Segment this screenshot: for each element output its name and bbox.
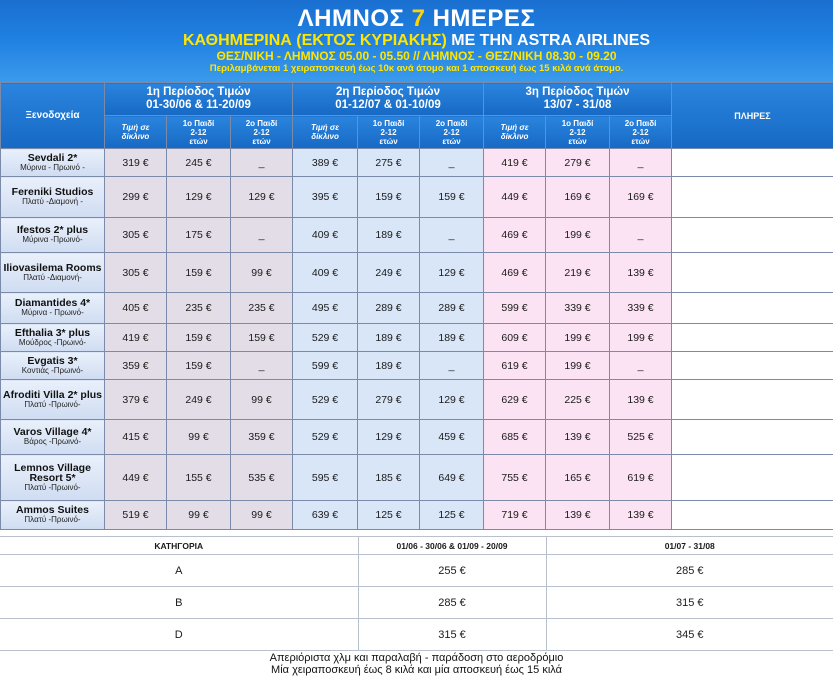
price-cell: _ [420, 149, 484, 177]
hotel-name: Iliovasilema Rooms [3, 261, 102, 274]
price-cell: 379 € [105, 380, 167, 420]
child2-header-l1: 2ο Παιδί [435, 118, 468, 128]
hotel-name: Evgatis 3* [27, 354, 78, 367]
price-cell: 359 € [105, 352, 167, 380]
hotel-name: Fereniki Studios [11, 186, 94, 198]
child2-header-l3: ετών [252, 136, 271, 146]
hotel-row [1, 501, 833, 530]
price-cell: 319 € [105, 149, 167, 177]
double-room-header [293, 116, 358, 149]
price-cell: 599 € [484, 293, 546, 324]
hotel-cell [1, 324, 105, 352]
price-cell: 159 € [358, 177, 420, 218]
hotel-cell [1, 455, 105, 501]
category-table [0, 536, 833, 651]
hotel-name: Efthalia 3* plus [14, 326, 91, 339]
price-cell: 189 € [358, 352, 420, 380]
child1-header-l1: 1ο Παιδί [372, 118, 405, 128]
hotel-row [1, 293, 833, 324]
title-days-number: 7 [411, 5, 426, 32]
price-cell: 129 € [420, 253, 484, 293]
hotel-location-board: Πλατύ -Διαμονή - [22, 197, 83, 206]
price-cell: 199 € [610, 324, 672, 352]
price-cell: 649 € [420, 455, 484, 501]
double-room-header-l1: Τιμή σε [310, 123, 340, 132]
hotel-name: Diamantides 4* [14, 297, 91, 309]
price-cell: 159 € [231, 324, 293, 352]
price-cell: 339 € [546, 293, 610, 324]
price-cell: 599 € [293, 352, 358, 380]
hotel-cell [1, 149, 105, 177]
child2-header [231, 116, 293, 149]
price-cell: 519 € [105, 501, 167, 530]
price-cell: 619 € [610, 455, 672, 501]
hotel-cell [1, 177, 105, 218]
hotel-name: Lemnos Village Resort 5* [14, 461, 91, 484]
category-label: B [0, 587, 358, 619]
price-cell: 755 € [484, 455, 546, 501]
category-period-b-header: 01/07 - 31/08 [546, 537, 833, 555]
price-cell: 305 € [105, 218, 167, 253]
plies-cell [672, 455, 833, 501]
price-cell: _ [231, 352, 293, 380]
double-room-header-l2: δίκλινο [121, 132, 150, 141]
hotel-row [1, 380, 833, 420]
footer-line-2: Μία χειραποσκευή έως 8 κιλά και μία αποσκευή έως 15 κιλά [271, 664, 562, 676]
flight-times: ΘΕΣ/ΝΙΚΗ - ΛΗΜΝΟΣ 05.00 - 05.50 // ΛΗΜΝΟΣ - ΘΕΣ/ΝΙΚΗ 08.30 - 09.20 [216, 49, 617, 63]
child2-header-l2: 2-12 [632, 127, 649, 137]
price-table [0, 82, 833, 530]
price-cell: 125 € [358, 501, 420, 530]
price-cell: 139 € [546, 501, 610, 530]
child1-header [546, 116, 610, 149]
period-2-header [293, 83, 484, 116]
price-cell: 159 € [167, 253, 231, 293]
title-days-word: ΗΜΕΡΕΣ [432, 5, 536, 32]
page-header [0, 0, 833, 82]
double-room-header [105, 116, 167, 149]
price-cell: 415 € [105, 420, 167, 455]
price-cell: 99 € [167, 501, 231, 530]
child2-header-l2: 2-12 [443, 127, 460, 137]
hotel-name: Varos Village 4* [13, 426, 92, 438]
price-cell: 495 € [293, 293, 358, 324]
hotel-location-board: Βάρος -Πρωινό- [23, 437, 82, 446]
price-cell: 529 € [293, 380, 358, 420]
price-cell: 99 € [231, 380, 293, 420]
price-cell: 139 € [546, 420, 610, 455]
hotel-location-board: Μύρινα - Πρωινό- [21, 308, 84, 317]
price-cell: 449 € [105, 455, 167, 501]
page-subtitle [0, 32, 833, 50]
price-cell: 459 € [420, 420, 484, 455]
price-cell: 299 € [105, 177, 167, 218]
hotel-name: Ammos Suites [16, 504, 89, 516]
child1-header [358, 116, 420, 149]
price-cell: 159 € [167, 324, 231, 352]
hotel-row [1, 420, 833, 455]
hotel-cell [1, 501, 105, 530]
hotel-row [1, 324, 833, 352]
hotel-row [1, 218, 833, 253]
price-cell: 339 € [610, 293, 672, 324]
child2-header [610, 116, 672, 149]
double-room-header [484, 116, 546, 149]
child2-header-l1: 2ο Παιδί [624, 118, 657, 128]
price-cell: _ [420, 218, 484, 253]
child2-header-l3: ετών [631, 136, 650, 146]
price-cell: 529 € [293, 324, 358, 352]
price-cell: 639 € [293, 501, 358, 530]
price-cell: 249 € [358, 253, 420, 293]
price-cell: _ [420, 352, 484, 380]
hotel-location-board: Μύρινα - Πρωινό - [20, 162, 85, 172]
price-cell: 719 € [484, 501, 546, 530]
hotel-cell [1, 218, 105, 253]
hotel-column-header: Ξενοδοχεία [1, 83, 105, 149]
hotel-name: Afroditi Villa 2* plus [3, 388, 102, 401]
category-label: D [0, 619, 358, 651]
period-3-name: 3η Περίοδος Τιμών [525, 86, 630, 98]
price-cell: _ [231, 149, 293, 177]
price-cell: 175 € [167, 218, 231, 253]
plies-cell [672, 420, 833, 455]
period-2-dates: 01-12/07 & 01-10/09 [335, 99, 441, 111]
price-cell: 395 € [293, 177, 358, 218]
price-cell: 189 € [420, 324, 484, 352]
price-cell: 129 € [358, 420, 420, 455]
plies-cell [672, 324, 833, 352]
price-cell: 469 € [484, 253, 546, 293]
plies-column-header: ΠΛΗΡΕΣ [672, 83, 833, 149]
period-2-name: 2η Περίοδος Τιμών [335, 86, 441, 98]
child1-header-l3: ετών [379, 136, 398, 146]
price-cell: 419 € [484, 149, 546, 177]
hotel-location-board: Μούδρος -Πρωινό- [18, 337, 87, 347]
price-cell: 419 € [105, 324, 167, 352]
category-price-b: 285 € [546, 555, 833, 587]
price-cell: 165 € [546, 455, 610, 501]
price-cell: 235 € [167, 293, 231, 324]
subtitle-airline: ΜΕ ΤΗΝ ASTRA AIRLINES [451, 32, 651, 49]
title-destination: ΛΗΜΝΟΣ [297, 5, 405, 32]
plies-cell [672, 380, 833, 420]
double-room-header-l2: δίκλινο [311, 132, 339, 141]
period-3-dates: 13/07 - 31/08 [543, 99, 612, 111]
price-cell: _ [231, 218, 293, 253]
price-cell: 289 € [358, 293, 420, 324]
price-cell: 139 € [610, 380, 672, 420]
price-cell: 199 € [546, 324, 610, 352]
price-cell: _ [610, 352, 672, 380]
category-price-b: 315 € [546, 587, 833, 619]
price-cell: 535 € [231, 455, 293, 501]
plies-cell [672, 501, 833, 530]
category-header: ΚΑΤΗΓΟΡΙΑ [0, 537, 358, 555]
category-row [0, 619, 833, 651]
child1-header-l2: 2-12 [380, 127, 397, 137]
price-cell: 99 € [231, 501, 293, 530]
price-cell: 139 € [610, 253, 672, 293]
price-cell: 159 € [167, 352, 231, 380]
price-cell: 189 € [358, 324, 420, 352]
price-cell: 405 € [105, 293, 167, 324]
price-cell: 99 € [167, 420, 231, 455]
price-cell: 529 € [293, 420, 358, 455]
hotel-row [1, 455, 833, 501]
price-cell: 159 € [420, 177, 484, 218]
price-cell: 219 € [546, 253, 610, 293]
period-1-header [105, 83, 293, 116]
hotel-cell [1, 253, 105, 293]
price-cell: 139 € [610, 501, 672, 530]
price-cell: 685 € [484, 420, 546, 455]
hotel-cell [1, 352, 105, 380]
price-cell: 359 € [231, 420, 293, 455]
price-cell: 595 € [293, 455, 358, 501]
child1-header-l1: 1ο Παιδί [182, 118, 215, 128]
price-cell: 449 € [484, 177, 546, 218]
price-cell: 525 € [610, 420, 672, 455]
plies-cell [672, 149, 833, 177]
child2-header [420, 116, 484, 149]
hotel-location-board: Πλατύ -Πρωινό- [24, 515, 81, 524]
price-cell: 99 € [231, 253, 293, 293]
hotel-row [1, 177, 833, 218]
child1-header [167, 116, 231, 149]
price-cell: 169 € [546, 177, 610, 218]
price-cell: 245 € [167, 149, 231, 177]
price-cell: 235 € [231, 293, 293, 324]
price-cell: 129 € [420, 380, 484, 420]
page-footer [0, 652, 833, 681]
category-price-b: 345 € [546, 619, 833, 651]
price-cell: 129 € [167, 177, 231, 218]
hotel-cell [1, 420, 105, 455]
price-cell: 129 € [231, 177, 293, 218]
child1-header-l2: 2-12 [190, 127, 207, 137]
hotel-location-board: Πλατύ -Διαμονή- [23, 272, 82, 282]
price-cell: 279 € [358, 380, 420, 420]
category-label: A [0, 555, 358, 587]
double-room-header-l1: Τιμή σε [121, 123, 150, 132]
plies-cell [672, 352, 833, 380]
period-3-header [484, 83, 672, 116]
price-cell: _ [610, 218, 672, 253]
hotel-row [1, 253, 833, 293]
plies-cell [672, 218, 833, 253]
child2-header-l2: 2-12 [253, 127, 270, 137]
category-price-a: 285 € [358, 587, 546, 619]
hotel-row [1, 149, 833, 177]
price-cell: 389 € [293, 149, 358, 177]
hotel-row [1, 352, 833, 380]
category-period-a-header: 01/06 - 30/06 & 01/09 - 20/09 [358, 537, 546, 555]
plies-cell [672, 177, 833, 218]
double-room-header-l1: Τιμή σε [500, 123, 529, 132]
category-row [0, 555, 833, 587]
price-cell: 199 € [546, 352, 610, 380]
period-1-dates: 01-30/06 & 11-20/09 [146, 99, 251, 111]
child1-header-l3: ετών [189, 136, 208, 146]
price-cell: 125 € [420, 501, 484, 530]
hotel-cell [1, 293, 105, 324]
category-header-row [0, 537, 833, 555]
category-price-a: 255 € [358, 555, 546, 587]
price-cell: 169 € [610, 177, 672, 218]
price-cell: 249 € [167, 380, 231, 420]
price-cell: 155 € [167, 455, 231, 501]
subtitle-schedule: ΚΑΘΗΜΕΡΙΝΑ (ΕΚΤΟΣ ΚΥΡΙΑΚΗΣ) [182, 32, 447, 49]
hotel-name: Ifestos 2* plus [16, 224, 89, 236]
price-cell: 225 € [546, 380, 610, 420]
price-cell: 279 € [546, 149, 610, 177]
price-cell: 609 € [484, 324, 546, 352]
child1-header-l3: ετών [568, 136, 587, 146]
child1-header-l2: 2-12 [569, 127, 586, 137]
child2-header-l3: ετών [442, 136, 461, 146]
price-cell: 275 € [358, 149, 420, 177]
price-cell: 629 € [484, 380, 546, 420]
price-cell: 469 € [484, 218, 546, 253]
page-title [0, 5, 833, 33]
price-cell: 305 € [105, 253, 167, 293]
hotel-name: Sevdali 2* [27, 151, 78, 164]
hotel-location-board: Πλατύ -Πρωινό- [24, 399, 81, 409]
footer-line-1: Απεριόριστα χλμ και παραλαβή - παράδοση στο αεροδρόμιο [269, 652, 564, 664]
price-cell: 289 € [420, 293, 484, 324]
price-cell: 619 € [484, 352, 546, 380]
category-row [0, 587, 833, 619]
double-room-header-l2: δίκλινο [500, 132, 529, 141]
price-cell: 409 € [293, 218, 358, 253]
price-cell: 189 € [358, 218, 420, 253]
period-header-row [1, 83, 833, 116]
child1-header-l1: 1ο Παιδί [561, 118, 594, 128]
child2-header-l1: 2ο Παιδί [245, 118, 278, 128]
plies-cell [672, 253, 833, 293]
price-cell: 185 € [358, 455, 420, 501]
hotel-location-board: Κοντιάς -Πρωινό- [21, 365, 84, 375]
plies-cell [672, 293, 833, 324]
period-1-name: 1η Περίοδος Τιμών [146, 86, 251, 98]
price-cell: 409 € [293, 253, 358, 293]
hotel-location-board: Πλατύ -Πρωινό- [24, 482, 81, 492]
hotel-rows [1, 149, 833, 530]
category-price-a: 315 € [358, 619, 546, 651]
price-cell: _ [610, 149, 672, 177]
hotel-location-board: Μύρινα -Πρωινό- [22, 235, 83, 244]
hotel-cell [1, 380, 105, 420]
price-cell: 199 € [546, 218, 610, 253]
baggage-note: Περιλαμβάνεται 1 χειραποσκευή έως 10κ ανά άτομο και 1 αποσκευή έως 15 κιλά ανά άτομο. [209, 63, 624, 74]
